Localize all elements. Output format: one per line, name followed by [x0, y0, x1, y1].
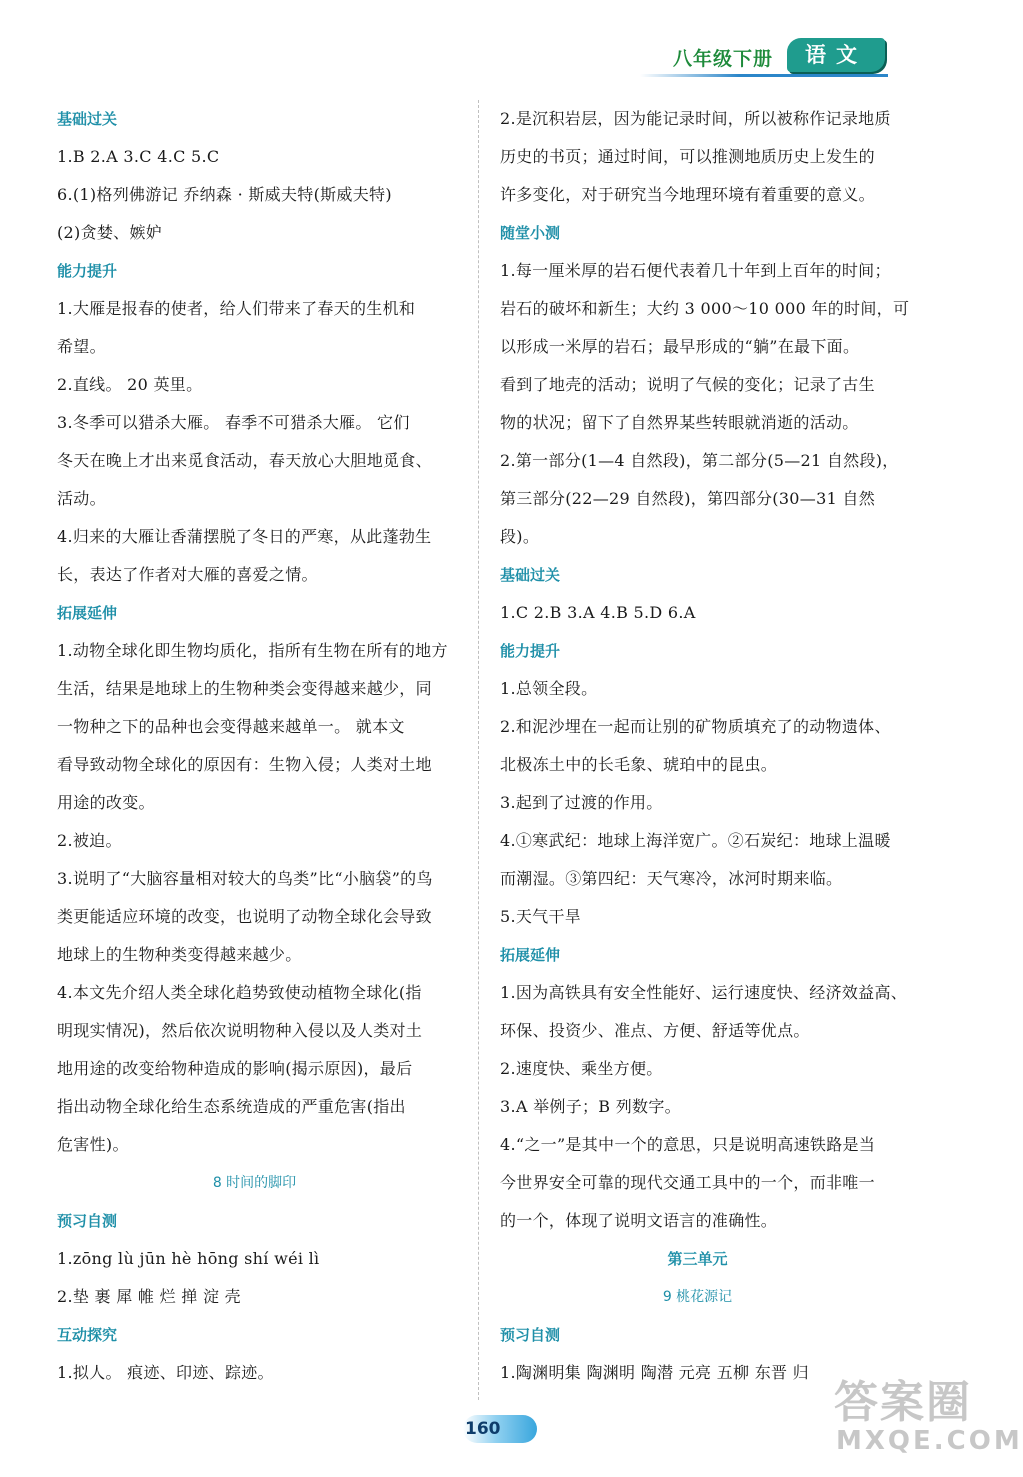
left-column: [57, 100, 452, 1392]
answer-line: 许多变化，对于研究当今地理环境有着重要的意义。: [500, 185, 875, 204]
column-divider: [478, 100, 479, 1400]
answer-line: 环保、投资少、准点、方便、舒适等优点。: [500, 1021, 810, 1040]
answer-line: 以形成一米厚的岩石；最早形成的“躺”在最下面。: [500, 337, 860, 356]
answer-line: 1.拟人。 痕迹、印迹、踪迹。: [57, 1363, 274, 1382]
answer-line: 1.B 2.A 3.C 4.C 5.C: [57, 147, 220, 166]
answer-line: 今世界安全可靠的现代交通工具中的一个，而非唯一: [500, 1173, 875, 1192]
answer-line: 1.C 2.B 3.A 4.B 5.D 6.A: [500, 603, 696, 622]
section-heading: 预习自测: [57, 1212, 118, 1230]
answer-line: 看到了地壳的活动；说明了气候的变化；记录了古生: [500, 375, 875, 394]
right-column: [500, 100, 910, 1392]
answer-line: 用途的改变。: [57, 793, 155, 812]
answer-line: 北极冻土中的长毛象、琥珀中的昆虫。: [500, 755, 778, 774]
section-heading: 互动探究: [57, 1326, 118, 1344]
answer-line: 而潮湿。③第四纪：天气寒冷，冰河时期来临。: [500, 869, 843, 888]
section-heading: 拓展延伸: [500, 946, 561, 964]
answer-line: 1.每一厘米厚的岩石便代表着几十年到上百年的时间；: [500, 261, 891, 280]
answer-line: 一物种之下的品种也会变得越来越单一。 就本文: [57, 717, 405, 736]
watermark-top: 答案圈: [834, 1377, 972, 1428]
answer-line: 看导致动物全球化的原因有：生物入侵；人类对土地: [57, 755, 432, 774]
answer-line: 1.因为高铁具有安全性能好、运行速度快、经济效益高、: [500, 983, 908, 1002]
lesson-title: 9 桃花源记: [662, 1289, 733, 1305]
section-heading: 拓展延伸: [57, 604, 118, 622]
answer-line: 1.zōng lù jūn hè hōng shí wéi lì: [57, 1249, 320, 1268]
header-subject: 语文: [805, 43, 867, 67]
answer-line: 3.说明了“大脑容量相对较大的鸟类”比“小脑袋”的鸟: [57, 869, 433, 888]
answer-line: 地用途的改变给物种造成的影响(揭示原因)，最后: [57, 1059, 413, 1078]
answer-line: 1.总领全段。: [500, 679, 598, 698]
answer-line: 的一个，体现了说明文语言的准确性。: [500, 1211, 778, 1230]
answer-line: 2.直线。 20 英里。: [57, 375, 203, 394]
answer-line: 1.大雁是报春的使者，给人们带来了春天的生机和: [57, 299, 416, 318]
answer-line: (2)贪婪、嫉妒: [57, 223, 163, 242]
section-heading: 随堂小测: [500, 224, 561, 242]
answer-line: 2.和泥沙埋在一起而让别的矿物质填充了的动物遗体、: [500, 717, 891, 736]
answer-line: 指出动物全球化给生态系统造成的严重危害(指出: [57, 1097, 406, 1116]
answer-line: 1.动物全球化即生物均质化，指所有生物在所有的地方: [57, 641, 448, 660]
answer-line: 3.起到了过渡的作用。: [500, 793, 663, 812]
watermark-logo: [830, 1360, 1023, 1468]
section-heading: 基础过关: [500, 566, 561, 584]
answer-line: 4.“之一”是其中一个的意思，只是说明高速铁路是当: [500, 1135, 876, 1154]
answer-line: 3.冬季可以猎杀大雁。 春季不可猎杀大雁。 它们: [57, 413, 410, 432]
answer-line: 物的状况；留下了自然界某些转眼就消逝的活动。: [500, 413, 859, 432]
answer-line: 2.速度快、乘坐方便。: [500, 1059, 663, 1078]
answer-line: 1.陶渊明集 陶渊明 陶潜 元亮 五柳 东晋 归: [500, 1363, 809, 1382]
answer-line: 4.归来的大雁让香蒲摆脱了冬日的严寒，从此蓬勃生: [57, 527, 432, 546]
answer-line: 地球上的生物种类变得越来越少。: [57, 945, 302, 964]
header-rule: [640, 74, 888, 77]
answer-line: 长，表达了作者对大雁的喜爱之情。: [57, 565, 318, 584]
header-grade: 八年级下册: [673, 48, 774, 70]
answer-line: 5.天气干旱: [500, 907, 582, 926]
answer-line: 岩石的破坏和新生；大约 3 000～10 000 年的时间，可: [500, 299, 910, 318]
answer-line: 历史的书页；通过时间，可以推测地质历史上发生的: [500, 147, 875, 166]
answer-line: 段)。: [500, 527, 540, 546]
answer-line: 2.垫 裹 犀 帷 烂 掸 淀 壳: [57, 1287, 241, 1306]
answer-line: 3.A 举例子；B 列数字。: [500, 1097, 681, 1116]
section-heading: 基础过关: [57, 110, 118, 128]
answer-line: 4.本文先介绍人类全球化趋势致使动植物全球化(指: [57, 983, 422, 1002]
section-heading: 能力提升: [57, 262, 118, 280]
answer-line: 类更能适应环境的改变，也说明了动物全球化会导致: [57, 907, 432, 926]
answer-line: 明现实情况)，然后依次说明物种入侵以及人类对土: [57, 1021, 423, 1040]
answer-line: 活动。: [57, 489, 106, 508]
answer-line: 2.是沉积岩层，因为能记录时间，所以被称作记录地质: [500, 109, 891, 128]
lesson-title: 8 时间的脚印: [212, 1175, 297, 1191]
answer-line: 第三部分(22—29 自然段)，第四部分(30—31 自然: [500, 489, 876, 508]
answer-line: 2.被迫。: [57, 831, 122, 850]
answer-line: 4.①寒武纪：地球上海洋宽广。②石炭纪：地球上温暖: [500, 831, 891, 850]
lesson-title: 第三单元: [667, 1250, 728, 1268]
answer-line: 6.(1)格列佛游记 乔纳森 · 斯威夫特(斯威夫特): [57, 185, 392, 204]
section-heading: 预习自测: [500, 1326, 561, 1344]
answer-line: 2.第一部分(1—4 自然段)，第二部分(5—21 自然段)，: [500, 451, 899, 470]
answer-line: 冬天在晚上才出来觅食活动，春天放心大胆地觅食、: [57, 451, 432, 470]
answer-line: 生活，结果是地球上的生物种类会变得越来越少，同: [57, 679, 432, 698]
watermark-bottom: MXQE.COM: [836, 1426, 1023, 1456]
page-number: 160: [463, 1415, 537, 1443]
answer-line: 危害性)。: [57, 1135, 129, 1154]
answer-line: 希望。: [57, 337, 106, 356]
section-heading: 能力提升: [500, 642, 561, 660]
